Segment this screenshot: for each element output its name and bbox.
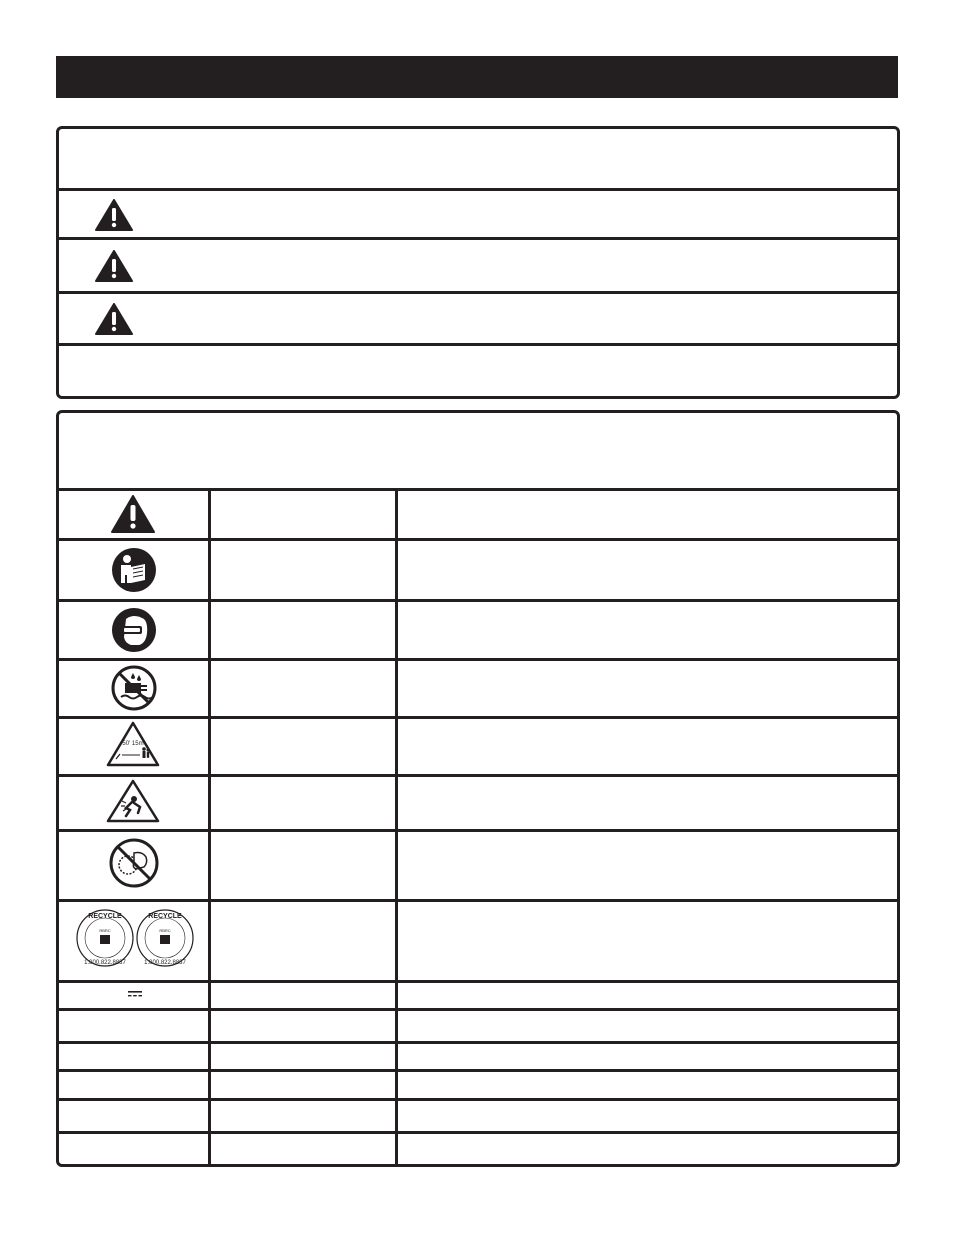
row-divider [59,1098,897,1101]
ricochet-icon [106,779,160,823]
row-divider [59,1131,897,1134]
svg-text:RBRC: RBRC [159,928,171,933]
svg-text:1.800.822.8837: 1.800.822.8837 [84,960,126,966]
table-header-divider [59,488,897,491]
divider [59,291,897,294]
row-divider [59,1008,897,1011]
column-divider [395,491,398,1164]
row-divider [59,716,897,719]
safety-alert-icon [111,495,155,533]
divider [59,188,897,191]
eye-protection-icon [111,607,157,653]
row-divider [59,774,897,777]
svg-text:1.800.822.8837: 1.800.822.8837 [144,960,186,966]
warning-triangle-icon [95,250,133,282]
read-manual-icon [111,547,157,593]
no-hands-near-blade-icon [108,837,160,889]
no-wet-conditions-icon [111,665,157,711]
rbrc-seal-left [77,910,133,966]
signal-words-box [56,126,900,399]
keep-bystanders-away-icon [106,721,160,767]
row-divider [59,980,897,983]
row-divider [59,538,897,541]
svg-text:RECYCLE: RECYCLE [148,913,182,920]
warning-triangle-icon [95,303,133,335]
rbrc-seal-right [137,910,193,966]
divider [59,343,897,346]
column-divider [208,491,211,1164]
row-divider [59,829,897,832]
warning-triangle-icon [95,199,133,231]
row-divider [59,599,897,602]
svg-text:RBRC: RBRC [99,928,111,933]
bystander-distance-label: 50' 15m [122,741,144,747]
section-header-bar [56,56,898,98]
symbols-table-box [56,410,900,1167]
svg-text:RECYCLE: RECYCLE [88,913,122,920]
direct-current-icon [127,990,143,998]
row-divider [59,1041,897,1044]
divider [59,237,897,240]
row-divider [59,658,897,661]
rbrc-recycle-seals-icon [76,907,194,969]
row-divider [59,899,897,902]
row-divider [59,1069,897,1072]
